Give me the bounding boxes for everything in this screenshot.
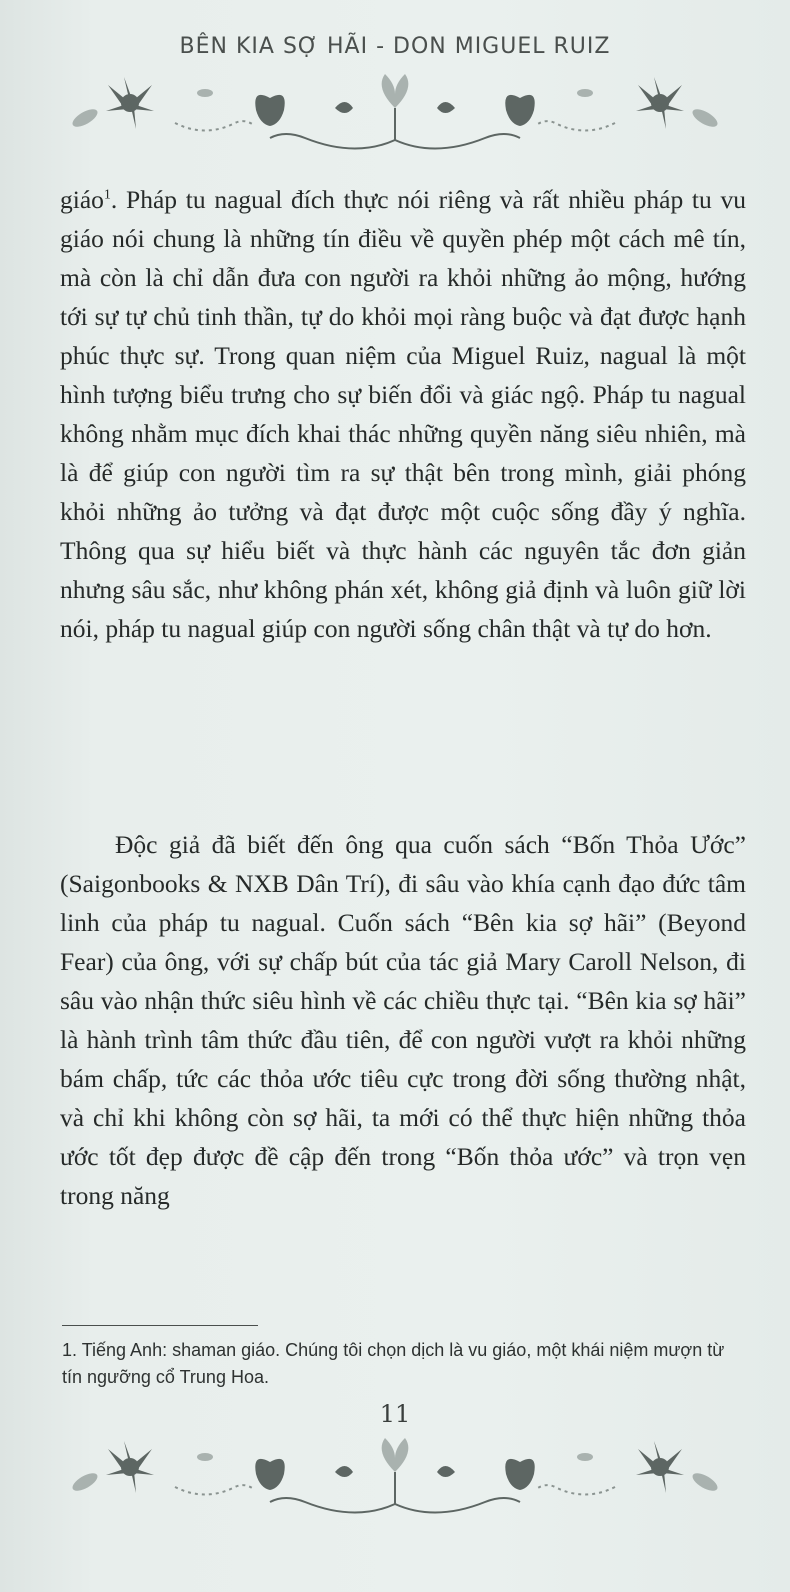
- footnote-divider: [62, 1325, 258, 1326]
- body-paragraph-2: [60, 825, 746, 1215]
- footnote: 1. Tiếng Anh: shaman giáo. Chúng tôi chọn dịch là vu giáo, một khái niệm mượn từ tín ngưỡng cổ Trung Hoa.: [62, 1340, 725, 1387]
- paragraph-2-text: Độc giả đã biết đến ông qua cuốn sách “Bốn Thỏa Ước” (Saigonbooks & NXB Dân Trí), đi sâu vào khía cạnh đạo đức tâm linh của pháp tu nagual. Cuốn sách “Bên kia sợ hãi” (Beyond Fear) của ông, với sự chấp bút của tác giả Mary Caroll Nelson, đi sâu vào nhận thức siêu hình về các chiều thực tại. “Bên kia sợ hãi” là hành trình tâm thức đầu tiên, để con người vượt ra khỏi những bám chấp, tức các thỏa ước tiêu cực trong đời sống thường nhật, và chỉ khi không còn sợ hãi, ta mới có thể thực hiện những thỏa ước tốt đẹp được đề cập đến trong “Bốn thỏa ước” và trọn vẹn trong năng: [60, 830, 746, 1210]
- body-paragraph-1: [60, 180, 746, 648]
- paragraph-1-lead: giáo: [60, 185, 104, 214]
- page-number: 11: [379, 1400, 411, 1428]
- floral-ornament-bottom: [55, 1432, 735, 1527]
- running-header: BÊN KIA SỢ HÃI - DON MIGUEL RUIZ: [179, 34, 611, 59]
- paragraph-1-text: . Pháp tu nagual đích thực nói riêng và rất nhiều pháp tu vu giáo nói chung là những tín điều về quyền phép một cách mê tín, mà còn là chỉ dẫn đưa con người ra khỏi những ảo mộng, hướng tới sự tự chủ tinh thần, tự do khỏi mọi ràng buộc và đạt được hạnh phúc thực sự. Trong quan niệm của Miguel Ruiz, nagual là một hình tượng biểu trưng cho sự biến đổi và giác ngộ. Pháp tu nagual không nhằm mục đích khai thác những quyền năng siêu nhiên, mà là để giúp con người tìm ra sự thật bên trong mình, giải phóng khỏi những ảo tưởng và đạt được một cuộc sống đầy ý nghĩa. Thông qua sự hiểu biết và thực hành các nguyên tắc đơn giản nhưng sâu sắc, như không phán xét, không giả định và luôn giữ lời nói, pháp tu nagual giúp con người sống chân thật và tự do hơn.: [60, 185, 746, 643]
- footnote-reference[interactable]: 1: [103, 187, 111, 203]
- floral-ornament-top: [55, 68, 735, 163]
